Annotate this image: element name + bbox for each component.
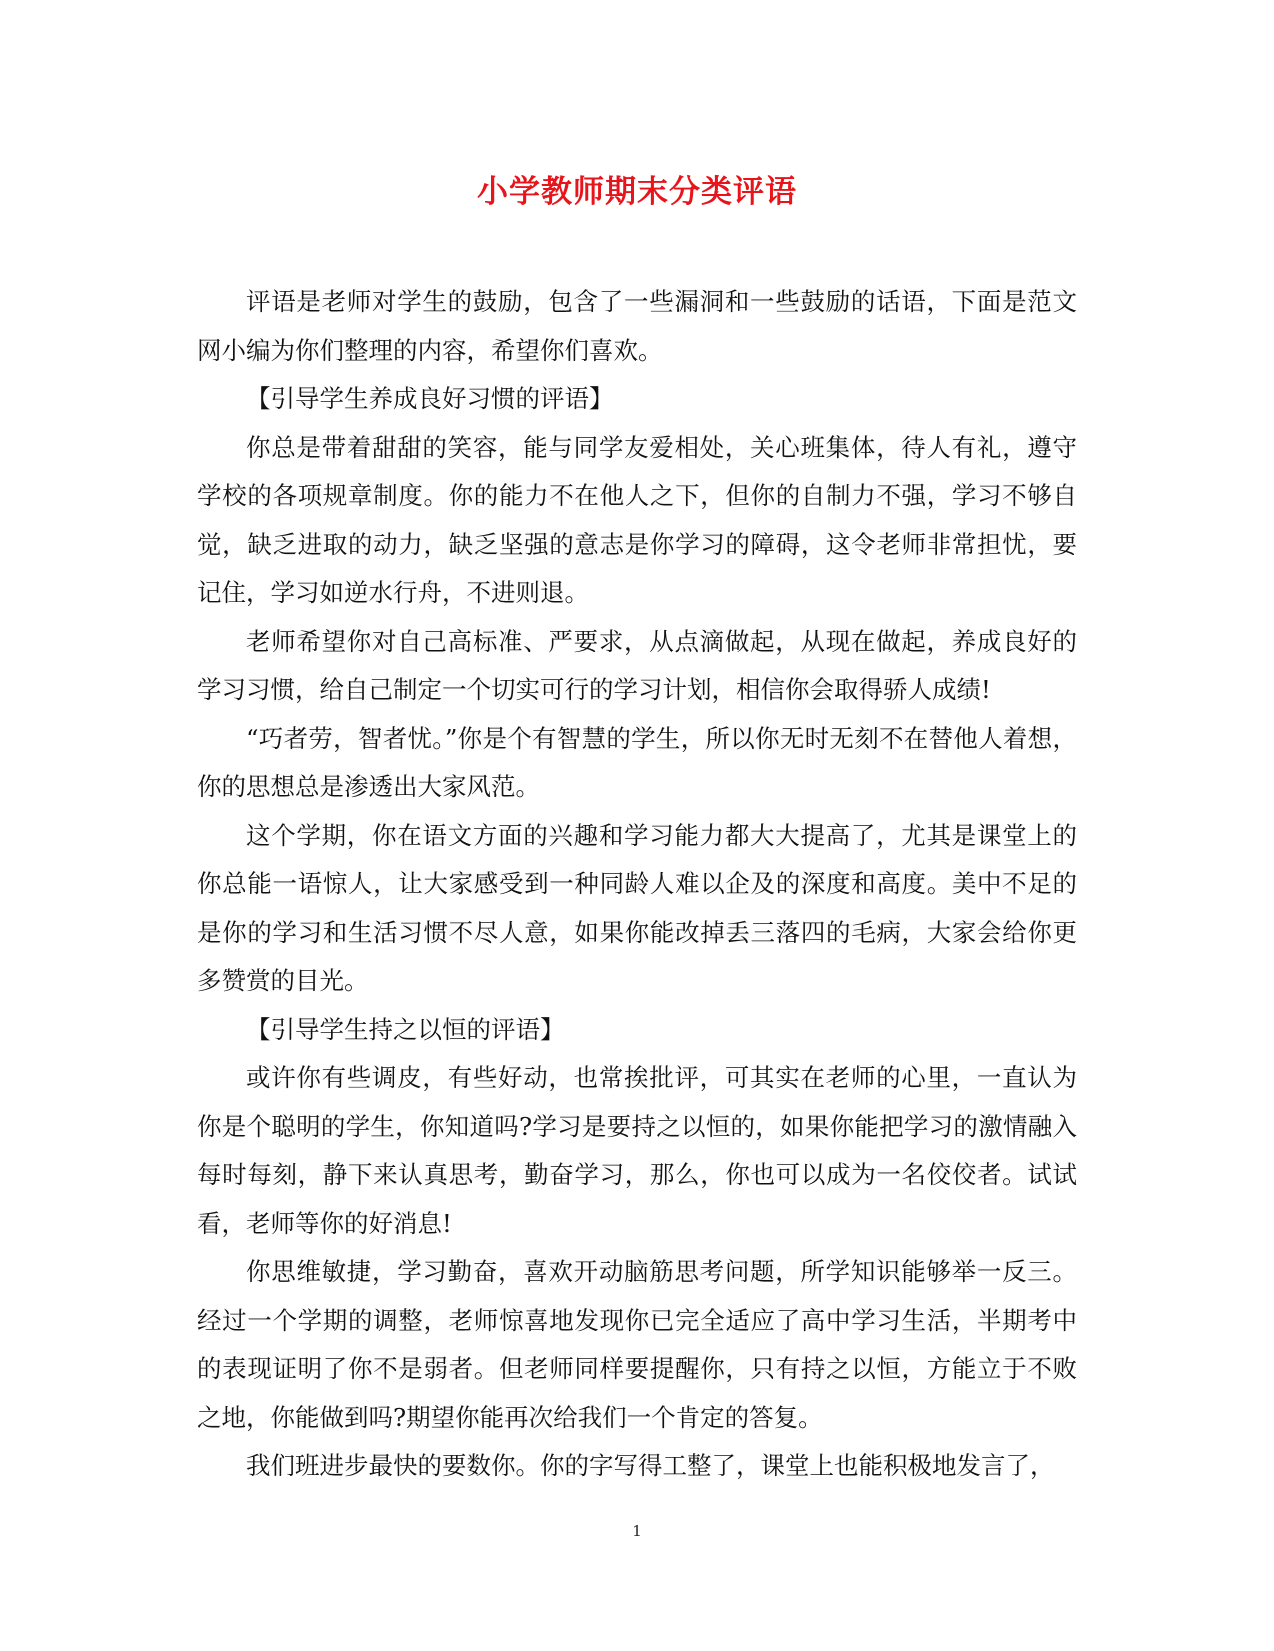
paragraph: 老师希望你对自己高标准、严要求，从点滴做起，从现在做起，养成良好的学习习惯，给自己制定一个切实可行的学习计划，相信你会取得骄人成绩!	[197, 626, 1077, 704]
paragraph: 你总是带着甜甜的笑容，能与同学友爱相处，关心班集体，待人有礼，遵守学校的各项规章制度。你的能力不在他人之下，但你的自制力不强，学习不够自觉，缺乏进取的动力，缺乏坚强的意志是你学习的障碍，这令老师非常担忧，要记住，学习如逆水行舟，不进则退。	[197, 432, 1077, 607]
paragraph: 你思维敏捷，学习勤奋，喜欢开动脑筋思考问题，所学知识能够举一反三。经过一个学期的调整，老师惊喜地发现你已完全适应了高中学习生活，半期考中的表现证明了你不是弱者。但老师同样要提醒你，只有持之以恒，方能立于不败之地，你能做到吗?期望你能再次给我们一个肯定的答复。	[197, 1257, 1077, 1432]
paragraph: 这个学期，你在语文方面的兴趣和学习能力都大大提高了，尤其是课堂上的你总能一语惊人，让大家感受到一种同龄人难以企及的深度和高度。美中不足的是你的学习和生活习惯不尽人意，如果你能改掉丢三落四的毛病，大家会给你更多赞赏的目光。	[197, 820, 1077, 995]
section-heading-good-habits: 【引导学生养成良好习惯的评语】	[246, 384, 614, 413]
paragraph-intro: 评语是老师对学生的鼓励，包含了一些漏洞和一些鼓励的话语，下面是范文网小编为你们整理的内容，希望你们喜欢。	[197, 287, 1077, 365]
section-heading-perseverance: 【引导学生持之以恒的评语】	[246, 1014, 565, 1044]
paragraph: 我们班进步最快的要数你。你的字写得工整了，课堂上也能积极地发言了，	[246, 1451, 1055, 1480]
paragraph: “巧者劳，智者忧。”你是个有智慧的学生，所以你无时无刻不在替他人着想，你的思想总是渗透出大家风范。	[197, 723, 1077, 801]
document-body	[197, 278, 1077, 1491]
page-title: 小学教师期末分类评语	[477, 174, 797, 210]
paragraph: 或许你有些调皮，有些好动，也常挨批评，可其实在老师的心里，一直认为你是个聪明的学生，你知道吗?学习是要持之以恒的，如果你能把学习的激情融入每时每刻，静下来认真思考，勤奋学习，那么，你也可以成为一名佼佼者。试试看，老师等你的好消息!	[197, 1063, 1077, 1238]
page-number: 1	[632, 1522, 642, 1540]
